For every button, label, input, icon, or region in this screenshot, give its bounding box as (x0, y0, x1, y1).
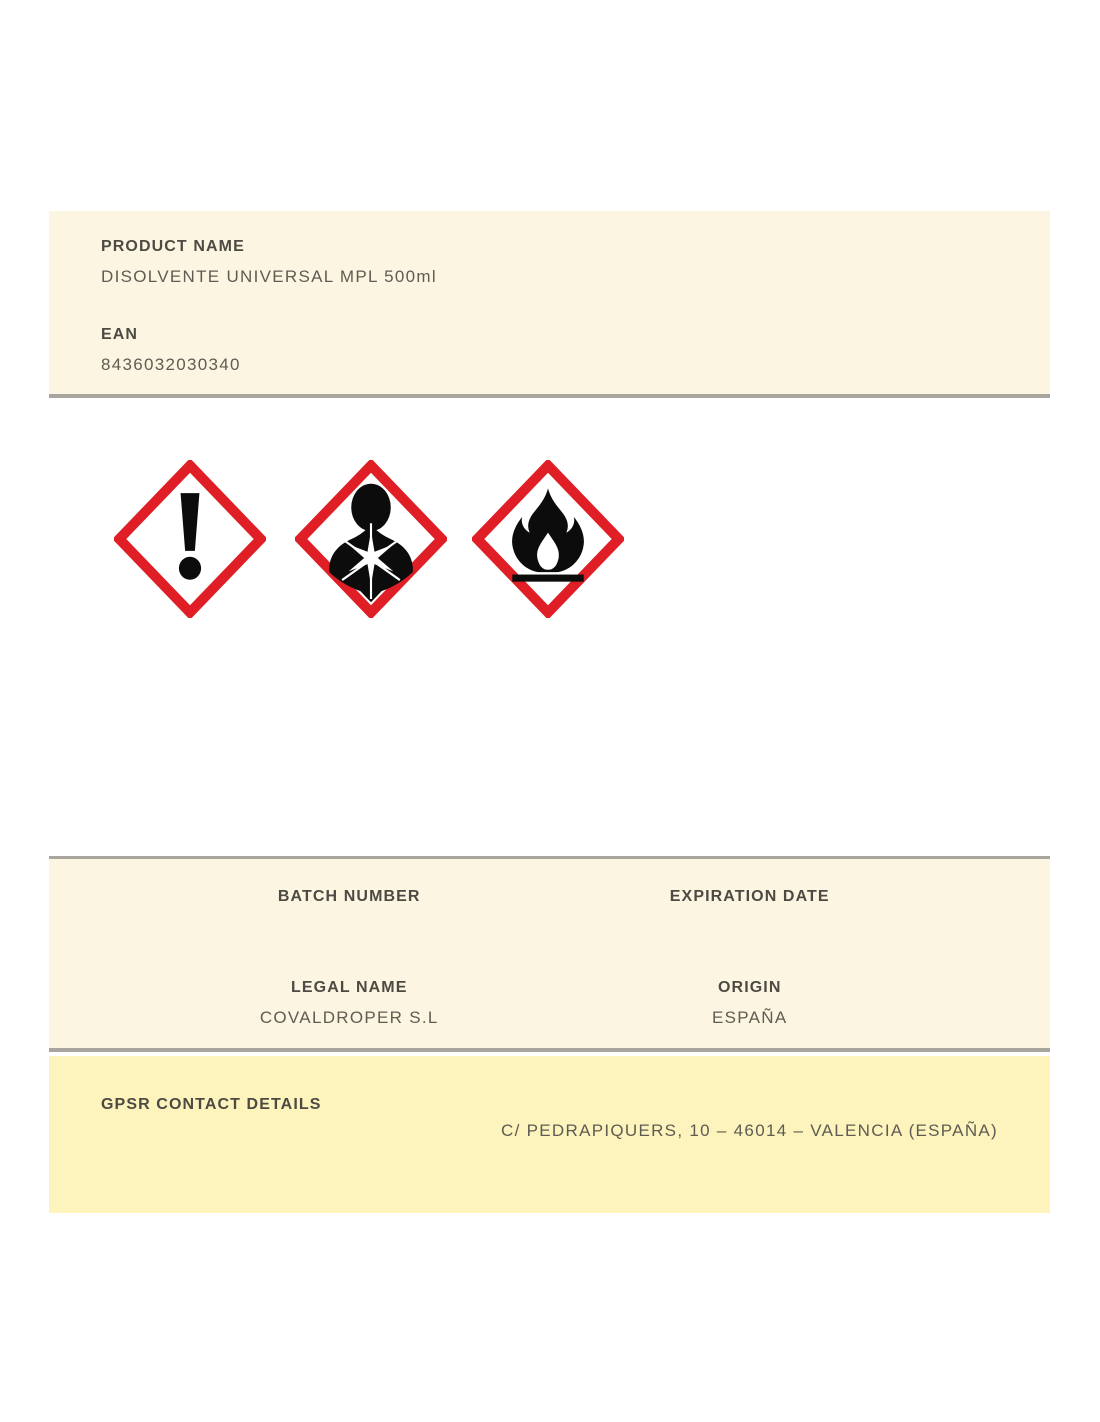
legal-name-label: LEGAL NAME (291, 979, 408, 996)
batch-number-label: BATCH NUMBER (277, 888, 421, 905)
legal-name-field (149, 978, 550, 1029)
ghs-flammable-icon (472, 460, 624, 618)
product-name-panel (49, 211, 1050, 398)
product-name-label: PRODUCT NAME (101, 238, 245, 255)
product-name-value: DISOLVENTE UNIVERSAL MPL 500ml (101, 267, 437, 286)
origin-label: ORIGIN (718, 979, 782, 996)
gpsr-contact-panel (49, 1056, 1050, 1213)
ean-value: 8436032030340 (101, 355, 241, 374)
ghs-health-hazard-icon (295, 460, 447, 618)
gpsr-contact-title: GPSR CONTACT DETAILS (101, 1096, 322, 1113)
ean-label: EAN (101, 326, 139, 343)
legal-name-value: COVALDROPER S.L (259, 1008, 439, 1027)
ghs-exclamation-mark-icon (114, 460, 266, 618)
expiration-date-label: EXPIRATION DATE (669, 888, 830, 905)
origin-value: ESPAÑA (711, 1008, 788, 1027)
details-row-headers (149, 887, 950, 907)
batch-details-panel (49, 856, 1050, 1052)
origin-field (550, 978, 951, 1029)
details-row-values (149, 978, 950, 1029)
gpsr-contact-address: C/ PEDRAPIQUERS, 10 – 46014 – VALENCIA (ESPAÑA) (501, 1121, 998, 1140)
